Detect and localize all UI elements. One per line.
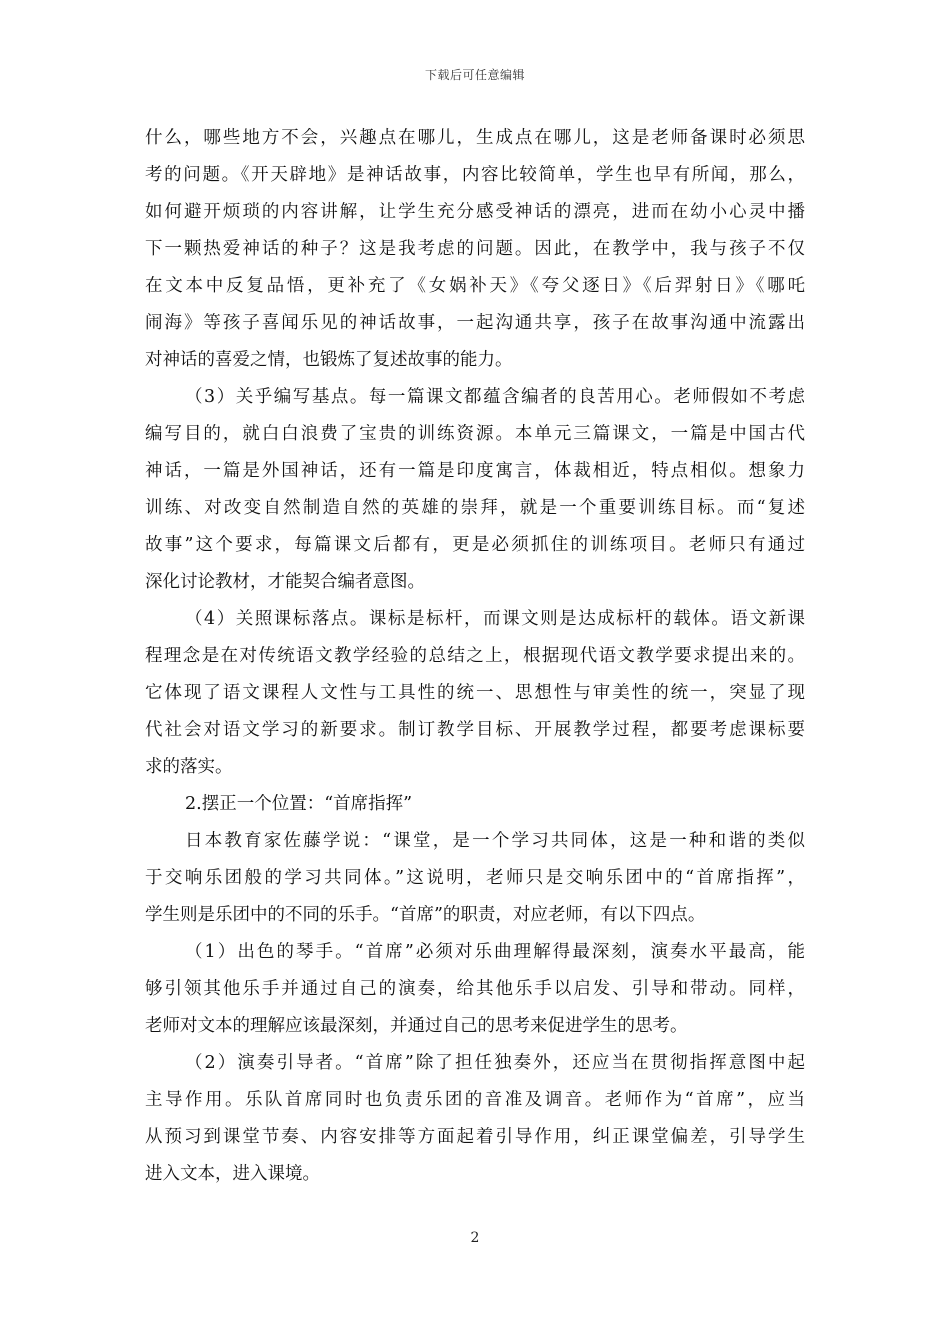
text-line: 于交响乐团般的学习共同体。”这说明，老师只是交响乐团中的“首席指挥”， — [145, 868, 805, 888]
text-line: （1）出色的琴手。“首席”必须对乐曲理解得最深刻，演奏水平最高，能 — [185, 942, 805, 962]
text-line: 如何避开烦琐的内容讲解，让学生充分感受神话的漂亮，进而在幼小心灵中播 — [145, 202, 805, 222]
paragraph-excellent-player — [145, 934, 805, 1045]
text-line: 故事”这个要求，每篇课文后都有，更是必须抓住的训练项目。老师只有通过 — [145, 535, 805, 555]
paragraph-sato-manabu — [145, 823, 805, 934]
text-line: 训练、对改变自然制造自然的英雄的崇拜，就是一个重要训练目标。而“复述 — [145, 498, 805, 518]
page-number: 2 — [470, 1230, 480, 1246]
paragraph-editing-basis — [145, 379, 805, 601]
section-heading: 2.摆正一个位置：“首席指挥” — [185, 794, 413, 814]
text-line: 考的问题。《开天辟地》是神话故事，内容比较简单，学生也早有所闻，那么， — [145, 165, 805, 185]
page-header: 下载后可任意编辑 — [424, 68, 525, 82]
text-line: 求的落实。 — [145, 757, 233, 777]
text-line: 对神话的喜爱之情，也锻炼了复述故事的能力。 — [145, 350, 513, 370]
section-heading-conductor — [145, 786, 805, 823]
text-line: 深化讨论教材，才能契合编者意图。 — [145, 572, 425, 592]
text-line: （2）演奏引导者。“首席”除了担任独奏外，还应当在贯彻指挥意图中起 — [185, 1053, 805, 1073]
text-line: （3）关乎编写基点。每一篇课文都蕴含编者的良苦用心。老师假如不考虑 — [185, 387, 805, 407]
paragraph-performance-guide — [145, 1045, 805, 1193]
paragraph-continued-preparation — [145, 120, 805, 379]
document-body — [145, 120, 805, 1193]
text-line: 在文本中反复品悟，更补充了《女娲补天》《夸父逐日》《后羿射日》《哪吒 — [145, 276, 805, 296]
paragraph-curriculum-standards — [145, 601, 805, 786]
text-line: 主导作用。乐队首席同时也负责乐团的音准及调音。老师作为“首席”，应当 — [145, 1090, 805, 1110]
text-line: 老师对文本的理解应该最深刻，并通过自己的思考来促进学生的思考。 — [145, 1016, 688, 1036]
text-line: 代社会对语文学习的新要求。制订教学目标、开展教学过程，都要考虑课标要 — [145, 720, 805, 740]
text-line: 日本教育家佐藤学说：“课堂，是一个学习共同体，这是一种和谐的类似 — [185, 831, 805, 851]
text-line: 什么，哪些地方不会，兴趣点在哪儿，生成点在哪儿，这是老师备课时必须思 — [145, 128, 805, 148]
text-line: （4）关照课标落点。课标是标杆，而课文则是达成标杆的载体。语文新课 — [185, 609, 805, 629]
text-line: 神话，一篇是外国神话，还有一篇是印度寓言，体裁相近，特点相似。想象力 — [145, 461, 805, 481]
text-line: 闹海》等孩子喜闻乐见的神话故事，一起沟通共享，孩子在故事沟通中流露出 — [145, 313, 805, 333]
text-line: 程理念是在对传统语文教学经验的总结之上，根据现代语文教学要求提出来的。 — [145, 646, 805, 666]
text-line: 下一颗热爱神话的种子？这是我考虑的问题。因此，在教学中，我与孩子不仅 — [145, 239, 805, 259]
text-line: 它体现了语文课程人文性与工具性的统一、思想性与审美性的统一，突显了现 — [145, 683, 805, 703]
text-line: 从预习到课堂节奏、内容安排等方面起着引导作用，纠正课堂偏差，引导学生 — [145, 1127, 805, 1147]
text-line: 学生则是乐团中的不同的乐手。“首席”的职责，对应老师，有以下四点。 — [145, 905, 706, 925]
text-line: 编写目的，就白白浪费了宝贵的训练资源。本单元三篇课文，一篇是中国古代 — [145, 424, 805, 444]
text-line: 进入文本，进入课境。 — [145, 1164, 320, 1184]
text-line: 够引领其他乐手并通过自己的演奏，给其他乐手以启发、引导和带动。同样， — [145, 979, 805, 999]
